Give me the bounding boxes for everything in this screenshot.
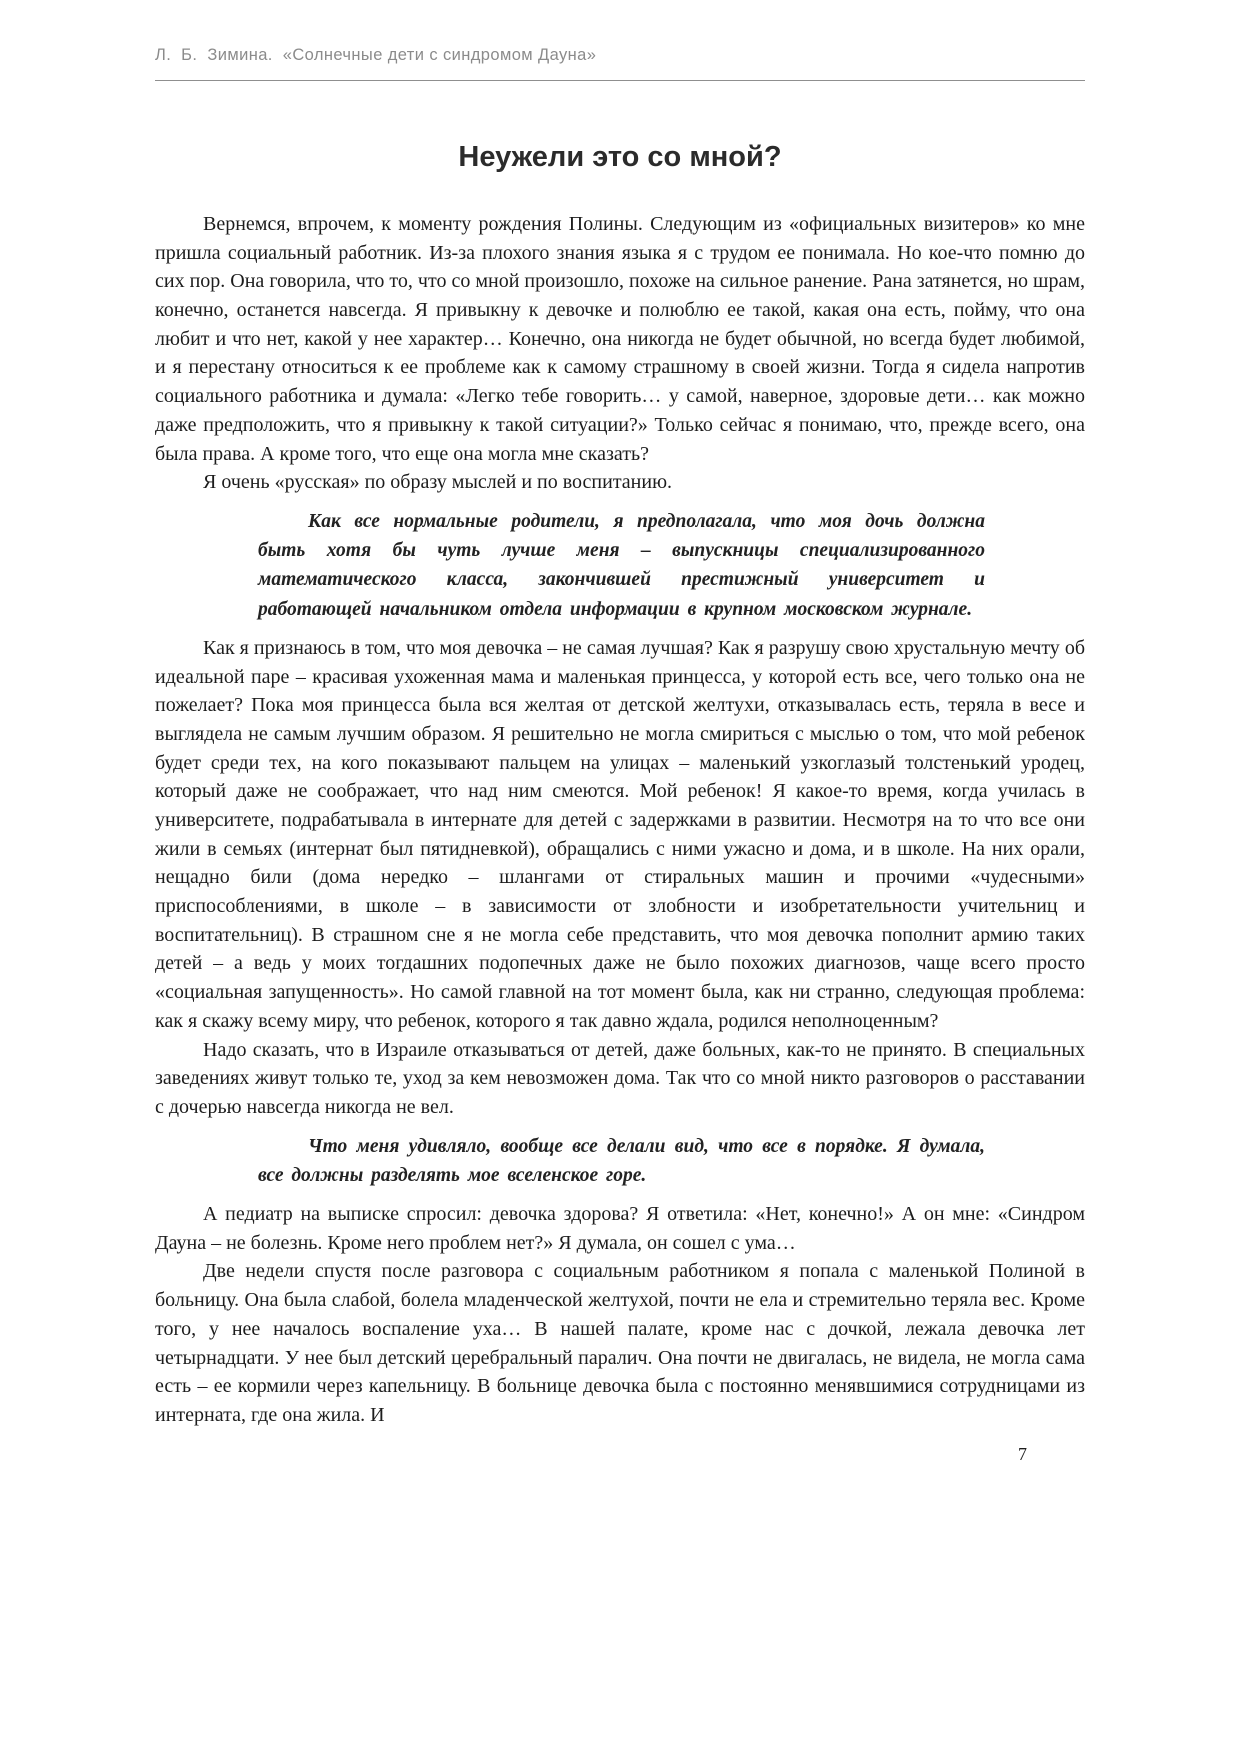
quote-paragraph: Как все нормальные родители, я предполагала, что моя дочь должна быть хотя бы чуть лучше меня – выпускницы специализированного математического класса, закончившей престижный университет и работающей начальником отдела информации в крупном московском журнале. [258, 510, 985, 620]
paragraph: Как я признаюсь в том, что моя девочка – не самая лучшая? Как я разрушу свою хрустальную мечту об идеальной паре – красивая ухоженная мама и маленькая принцесса, у которой есть все, чего только она не пожелает? Пока моя принцесса была вся желтая от детской желтухи, отказывалась есть, теряла в весе и выглядела не самым лучшим образом. Я решительно не могла смириться с мыслью о том, что мой ребенок будет среди тех, на кого показывают пальцем на улицах – маленький узкоглазый толстенький уродец, который даже не соображает, что над ним смеются. Мой ребенок! Я какое-то время, когда училась в университете, подрабатывала в интернате для детей с задержками в развитии. Несмотря на то что все они жили в семьях (интернат был пятидневкой), обращались с ними ужасно и дома, и в школе. На них орали, нещадно били (дома нередко – шлангами от стиральных машин и прочими «чудесными» приспособлениями, в школе – в зависимости от злобности и изобретательности учительниц и воспитательниц). В страшном сне я не могла себе представить, что моя девочка пополнит армию таких детей – а ведь у моих тогдашних подопечных даже не было похожих диагнозов, чаще всего просто «социальная запущенность». Но самой главной на тот момент была, как ни странно, следующая проблема: как я скажу всему миру, что ребенок, которого я так давно ждала, родился неполноценным? [155, 636, 1085, 1032]
paragraph: Надо сказать, что в Израиле отказываться от детей, даже больных, как-то не принято. В специальных заведениях живут только те, уход за кем невозможен дома. Так что со мной никто разговоров о расставании с дочерью навсегда никогда не вел. [155, 1038, 1085, 1118]
paragraph: Две недели спустя после разговора с социальным работником я попала с маленькой Полиной в больницу. Она была слабой, болела младенческой желтухой, почти не ела и стремительно теряла вес. Кроме того, у нее началось воспаление уха… В нашей палате, кроме нас с дочкой, лежала девочка лет четырнадцати. У нее был детский церебральный паралич. Она почти не двигалась, не видела, не могла сама есть – ее кормили через капельницу. В больнице девочка была с постоянно менявшимися сотрудницами из интерната, где она жила. И [155, 1260, 1085, 1426]
paragraph: Вернемся, впрочем, к моменту рождения Полины. Следующим из «официальных визитеров» ко мне пришла социальный работник. Из-за плохого знания языка я с трудом ее понимала. Но кое-что помню до сих пор. Она говорила, что то, что со мной произошло, похоже на сильное ранение. Рана затянется, но шрам, конечно, останется навсегда. Я привыкну к девочке и полюблю ее такой, какая она есть, пойму, что она любит и что нет, какой у нее характер… Конечно, она никогда не будет обычной, но всегда будет любимой, и я перестану относиться к ее проблеме как к самому страшному в своей жизни. Тогда я сидела напротив социального работника и думала: «Легко тебе говорить… у самой, наверное, здоровые дети… как можно даже предположить, что я привыкну к такой ситуации?» Только сейчас я понимаю, что, прежде всего, она была права. А кроме того, что еще она могла мне сказать? [155, 213, 1085, 465]
body-text [155, 210, 1085, 1430]
paragraph: А педиатр на выписке спросил: девочка здорова? Я ответила: «Нет, конечно!» А он мне: «Синдром Дауна – не болезнь. Кроме него проблем нет?» Я думала, он сошел с ума… [155, 1203, 1085, 1254]
page-number: 7 [1018, 1443, 1027, 1464]
paragraph: Я очень «русская» по образу мыслей и по воспитанию. [203, 471, 673, 494]
quote-paragraph: Что меня удивляло, вообще все делали вид, что все в порядке. Я думала, все должны разделять мое вселенское горе. [258, 1135, 985, 1186]
chapter-title: Неужели это со мной? [458, 141, 782, 173]
running-header: Л. Б. Зимина. «Солнечные дети с синдромом Дауна» [155, 46, 1085, 81]
